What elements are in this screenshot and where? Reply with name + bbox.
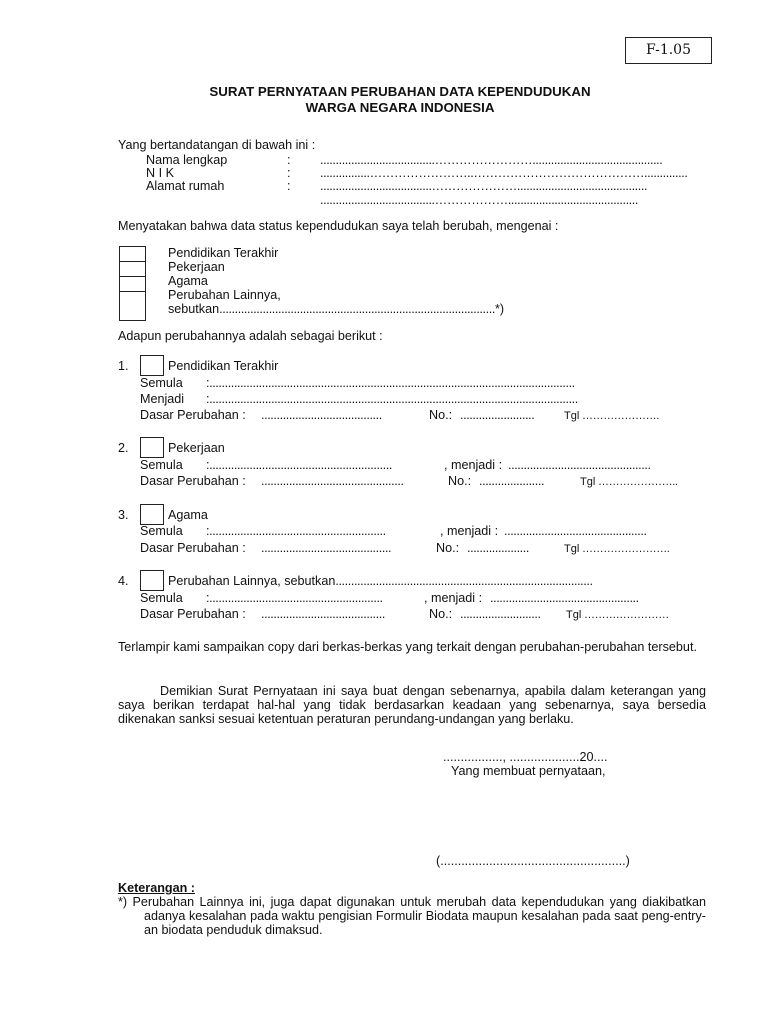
colon: : (287, 179, 291, 193)
item-3-nomor-field[interactable]: .................... (467, 541, 529, 555)
item-4-dasar-label: Dasar Perubahan : (140, 607, 246, 621)
item-2-tgl-label: Tgl (580, 476, 596, 488)
item-2-nomor-field[interactable]: ..................... (479, 474, 545, 488)
item-1-nomor-field[interactable]: ........................ (460, 408, 535, 422)
item-2-label: Pekerjaan (168, 441, 225, 455)
item-2-semula-field[interactable]: :........................................................... (206, 458, 392, 472)
item-1-semula-field[interactable]: :...................................................................................................................... (206, 376, 575, 390)
item-3-tgl-field[interactable]: ……………………. (582, 543, 670, 555)
item-3-nomor-label: No.: (436, 541, 460, 555)
item-4-checkbox[interactable] (140, 570, 164, 591)
item-4-tgl-field[interactable]: …………………… (584, 609, 669, 621)
checkbox-pekerjaan[interactable] (119, 261, 146, 276)
item-4-semula-field[interactable]: :........................................................ (206, 591, 383, 605)
option-pekerjaan: Pekerjaan (168, 260, 225, 274)
item-1-dasar-label: Dasar Perubahan : (140, 408, 246, 422)
checkbox-lainnya[interactable] (119, 291, 146, 321)
colon: : (287, 166, 291, 180)
item-1-tgl-label: Tgl (564, 410, 580, 422)
item-4-label: Perubahan Lainnya, sebutkan (168, 574, 336, 588)
checkbox-pendidikan[interactable] (119, 246, 146, 261)
item-3-tgl-label: Tgl (564, 543, 580, 555)
item-4-dasar-field[interactable]: ........................................ (261, 607, 385, 621)
item-3-label: Agama (168, 508, 208, 522)
option-pendidikan: Pendidikan Terakhir (168, 246, 279, 260)
item-2-dasar-field[interactable]: .............................................. (261, 474, 404, 488)
item-2-number: 2. (118, 441, 129, 455)
item-4-tgl-label: Tgl (566, 609, 582, 621)
item-3-semula-field[interactable]: :......................................................... (206, 524, 386, 538)
item-1-menjadi-field[interactable]: :....................................................................................................................... (206, 392, 578, 406)
details-intro: Adapun perubahannya adalah sebagai berikut : (118, 329, 383, 343)
item-2-semula-label: Semula (140, 458, 183, 472)
item-4-nomor-label: No.: (429, 607, 453, 621)
statement-text: Menyatakan bahwa data status kependudukan saya telah berubah, mengenai : (118, 219, 559, 233)
item-3-semula-label: Semula (140, 524, 183, 538)
nik-label: N I K (146, 166, 174, 180)
item-1-tgl-field[interactable]: …………………. (582, 410, 659, 422)
option-lainnya: Perubahan Lainnya, (168, 288, 281, 302)
nama-field[interactable]: .....................................…………………….......................................... (320, 153, 663, 167)
item-2-checkbox[interactable] (140, 437, 164, 458)
item-3-menjadi-label: , menjadi : (440, 524, 499, 538)
item-4-number: 4. (118, 574, 129, 588)
attachment-text: Terlampir kami sampaikan copy dari berkas-berkas yang terkait dengan perubahan-perubahan tersebut. (118, 640, 697, 654)
item-3-dasar-field[interactable]: .......................................... (261, 541, 392, 555)
item-1-semula-label: Semula (140, 376, 183, 390)
item-2-menjadi-field[interactable]: .............................................. (508, 458, 651, 472)
item-2-tgl-field[interactable]: ………………….. (598, 476, 678, 488)
closing-text: Demikian Surat Pernyataan ini saya buat dengan sebenarnya, apabila dalam keterangan yang saya berikan terdapat hal-hal yang tidak berdasarkan keadaan yang sebenarnya, saya bersedia dikenakan sanksi sesuai ketentuan peraturan perundang-undangan yang berlaku. (118, 684, 706, 726)
title-line-2: WARGA NEGARA INDONESIA (305, 100, 495, 115)
option-other-suffix: *) (494, 302, 505, 316)
title-line-1: SURAT PERNYATAAN PERUBAHAN DATA KEPENDUDUKAN (209, 84, 591, 99)
item-1-checkbox[interactable] (140, 355, 164, 376)
option-checkboxes (119, 246, 146, 321)
item-3-checkbox[interactable] (140, 504, 164, 525)
form-code: F-1.05 (625, 37, 712, 64)
item-1-number: 1. (118, 359, 129, 373)
intro-text: Yang bertandatangan di bawah ini : (118, 138, 316, 152)
colon: : (287, 153, 291, 167)
item-2-dasar-label: Dasar Perubahan : (140, 474, 246, 488)
signer-label: Yang membuat pernyataan, (451, 764, 606, 778)
item-3-menjadi-field[interactable]: .............................................. (504, 524, 647, 538)
signature-line[interactable]: (.....................................................) (436, 854, 630, 868)
item-1-label: Pendidikan Terakhir (168, 359, 279, 373)
checkbox-agama[interactable] (119, 276, 146, 291)
option-other-label: sebutkan (168, 302, 220, 316)
item-3-dasar-label: Dasar Perubahan : (140, 541, 246, 555)
item-2-menjadi-label: , menjadi : (444, 458, 503, 472)
item-4-label-line[interactable]: Perubahan Lainnya, sebutkan................................................................................... (168, 574, 593, 588)
item-3-number: 3. (118, 508, 129, 522)
alamat-field-line-2[interactable]: .....................................……………….......................................... (320, 193, 638, 207)
item-1-nomor-label: No.: (429, 408, 453, 422)
alamat-label: Alamat rumah (146, 179, 225, 193)
option-agama: Agama (168, 274, 208, 288)
item-4-semula-label: Semula (140, 591, 183, 605)
nama-label: Nama lengkap (146, 153, 228, 167)
item-2-nomor-label: No.: (448, 474, 472, 488)
item-1-menjadi-label: Menjadi (140, 392, 185, 406)
nik-field[interactable]: ................……………………..…………………………………….............. (320, 166, 688, 180)
item-4-menjadi-field[interactable]: ................................................ (490, 591, 639, 605)
item-1-dasar-field[interactable]: ....................................... (261, 408, 382, 422)
note-heading: Keterangan : (118, 881, 195, 895)
note-text: *) Perubahan Lainnya ini, juga dapat digunakan untuk merubah data kependudukan yang diakibatkan adanya kesalahan pada waktu pengisian Formulir Biodata maupun kesalahan pada saat peng-entry-an biodata penduduk dimaksud. (118, 895, 706, 937)
place-date[interactable]: ................., ....................20.... (443, 750, 608, 764)
alamat-field[interactable]: ....................................………………….......................................... (320, 179, 648, 193)
option-other-line[interactable]: sebutkan.........................................................................................*) (168, 302, 505, 316)
item-4-menjadi-label: , menjadi : (424, 591, 483, 605)
item-4-nomor-field[interactable]: .......................... (460, 607, 541, 621)
